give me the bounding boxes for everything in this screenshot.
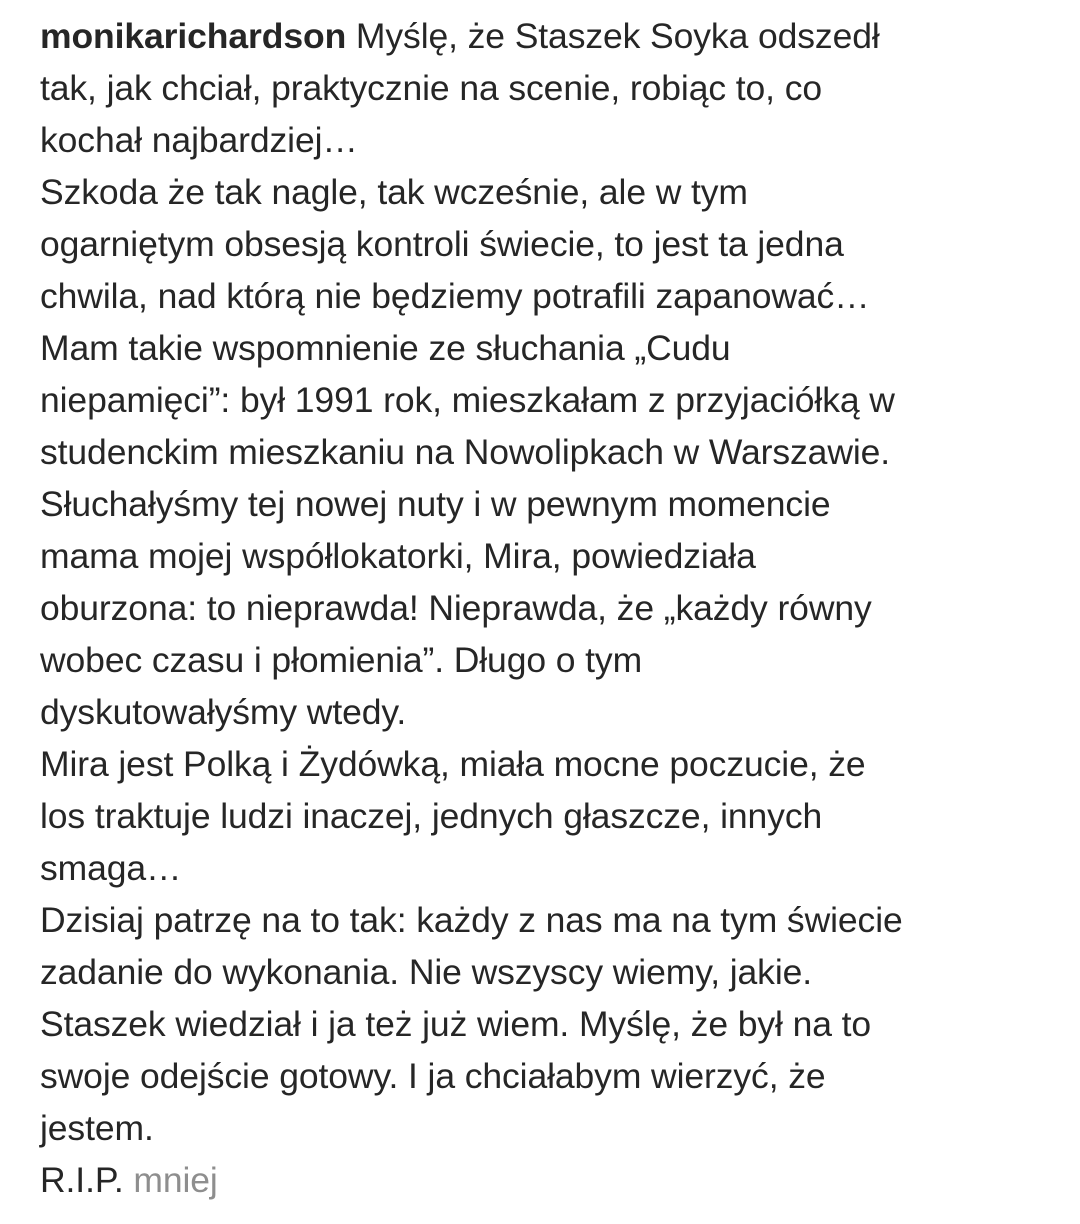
caption-line: Mam takie wspomnienie ze słuchania „Cudu — [40, 328, 731, 368]
caption-line: tak, jak chciał, praktycznie na scenie, robiąc to, co — [40, 68, 822, 108]
show-less-button[interactable]: mniej — [133, 1160, 218, 1200]
caption-line: oburzona: to nieprawda! Nieprawda, że „każdy równy — [40, 588, 872, 628]
caption-line — [40, 1154, 1040, 1206]
caption-line: Dzisiaj patrzę na to tak: każdy z nas ma na tym świecie — [40, 900, 903, 940]
caption-line: kochał najbardziej… — [40, 120, 358, 160]
caption-line: dyskutowałyśmy wtedy. — [40, 692, 407, 732]
caption-line — [40, 10, 1040, 62]
caption-line: los traktuje ludzi inaczej, jednych głaszcze, innych — [40, 796, 823, 836]
caption-line: Słuchałyśmy tej nowej nuty i w pewnym momencie — [40, 484, 831, 524]
caption-line: studenckim mieszkaniu na Nowolipkach w Warszawie. — [40, 432, 891, 472]
caption-line: Mira jest Polką i Żydówką, miała mocne poczucie, że — [40, 744, 866, 784]
post-caption — [40, 10, 1040, 1206]
caption-text: Myślę, że Staszek Soyka odszedł — [355, 16, 880, 56]
caption-line: Staszek wiedział i ja też już wiem. Myślę, że był na to — [40, 1004, 872, 1044]
caption-line: ogarniętym obsesją kontroli świecie, to jest ta jedna — [40, 224, 844, 264]
caption-line: swoje odejście gotowy. I ja chciałabym wierzyć, że — [40, 1056, 826, 1096]
username-link[interactable]: monikarichardson — [40, 16, 347, 56]
caption-line: wobec czasu i płomienia”. Długo o tym — [40, 640, 643, 680]
caption-line: mama mojej współlokatorki, Mira, powiedziała — [40, 536, 756, 576]
caption-line: niepamięci”: był 1991 rok, mieszkałam z przyjaciółką w — [40, 380, 895, 420]
caption-line: chwila, nad którą nie będziemy potrafili zapanować… — [40, 276, 870, 316]
caption-line: smaga… — [40, 848, 182, 888]
caption-line: zadanie do wykonania. Nie wszyscy wiemy, jakie. — [40, 952, 813, 992]
caption-line: jestem. — [40, 1108, 154, 1148]
caption-text: R.I.P. — [40, 1160, 124, 1200]
caption-line: Szkoda że tak nagle, tak wcześnie, ale w tym — [40, 172, 748, 212]
